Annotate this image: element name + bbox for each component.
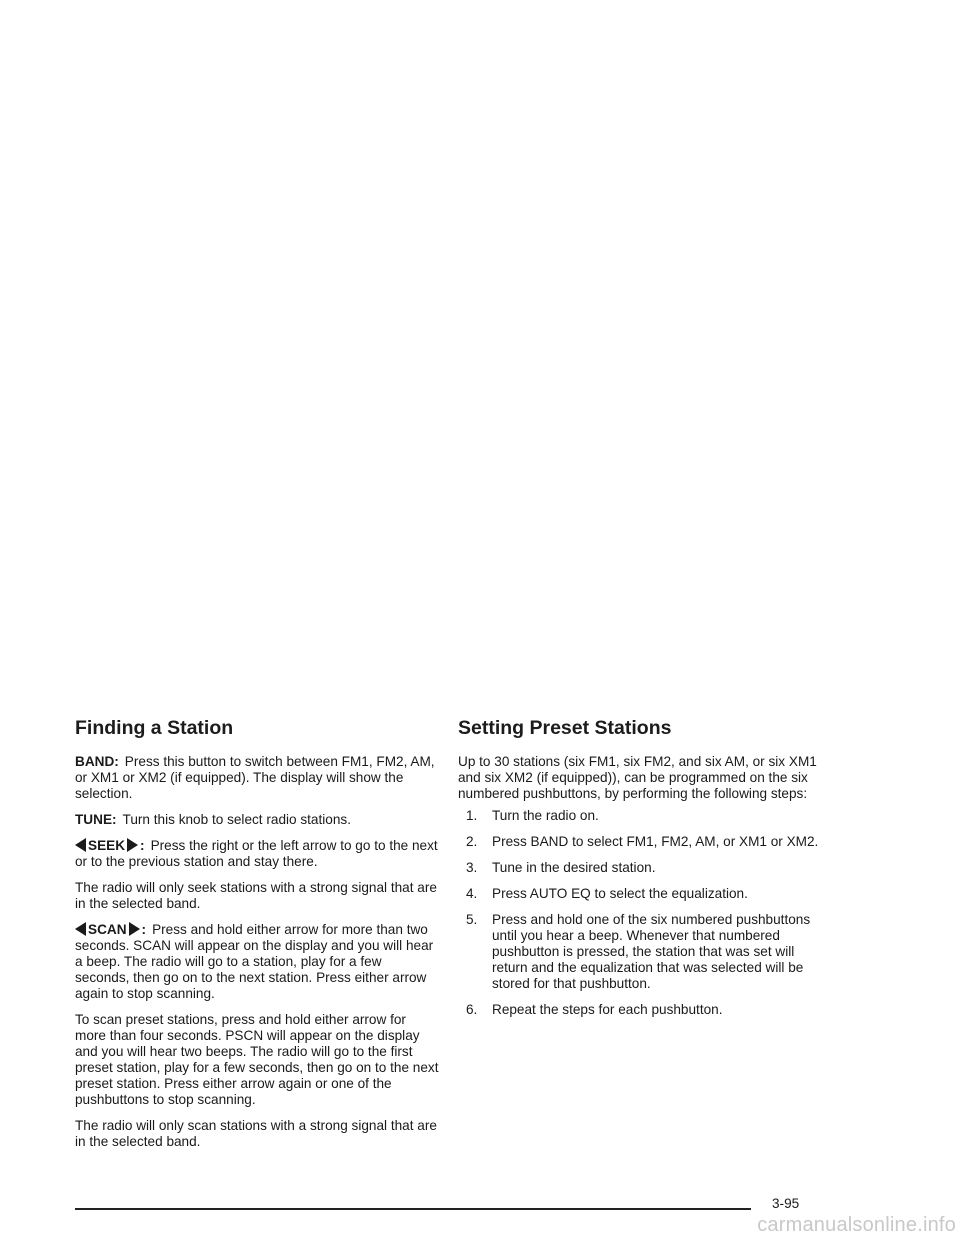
seek-term: SEEK <box>88 838 126 853</box>
scan-term: SCAN <box>88 922 127 937</box>
step-text: Tune in the desired station. <box>492 860 656 875</box>
finding-station-heading: Finding a Station <box>75 717 234 739</box>
left-arrow-icon <box>75 922 86 936</box>
step-text: Turn the radio on. <box>492 808 599 823</box>
step-text: Repeat the steps for each pushbutton. <box>492 1002 723 1017</box>
preset-intro: Up to 30 stations (six FM1, six FM2, and six AM, or six XM1 and six XM2 (if equipped)), can be programmed on the six numbered pushbuttons, by performing the following steps: <box>458 754 817 801</box>
list-item <box>466 860 820 876</box>
step-number: 5. <box>466 912 478 927</box>
left-arrow-icon <box>75 838 86 852</box>
preset-stations-heading: Setting Preset Stations <box>458 717 672 739</box>
tune-text: Turn this knob to select radio stations. <box>122 812 351 827</box>
list-item <box>466 912 820 992</box>
scan-paragraph <box>75 922 439 1002</box>
tune-term: TUNE: <box>75 812 117 827</box>
page-number: 3-95 <box>772 1196 800 1211</box>
scan-note: The radio will only scan stations with a strong signal that are in the selected band. <box>75 1118 437 1149</box>
scan-colon: : <box>141 922 147 937</box>
seek-paragraph <box>75 838 439 870</box>
band-paragraph <box>75 754 439 802</box>
step-number: 4. <box>466 886 478 901</box>
right-arrow-icon <box>127 838 138 852</box>
step-number: 2. <box>466 834 478 849</box>
seek-note: The radio will only seek stations with a strong signal that are in the selected band. <box>75 880 437 911</box>
step-number: 3. <box>466 860 478 875</box>
step-text: Press BAND to select FM1, FM2, AM, or XM1 or XM2. <box>492 834 819 849</box>
step-number: 1. <box>466 808 478 823</box>
seek-colon: : <box>140 838 145 853</box>
step-text: Press AUTO EQ to select the equalization. <box>492 886 748 901</box>
footer-rule <box>75 1208 751 1210</box>
left-column <box>75 716 439 1160</box>
list-item <box>466 886 820 902</box>
scan-preset-paragraph: To scan preset stations, press and hold either arrow for more than four seconds. PSCN will appear on the display and you will hear two beeps. The radio will go to the first preset station, play for a few seconds, then go on to the next preset station. Press either arrow again or one of the pushbuttons to stop scanning. <box>75 1012 439 1107</box>
band-text: Press this button to switch between FM1, FM2, AM, or XM1 or XM2 (if equipped). The display will show the selection. <box>75 754 435 801</box>
seek-text: Press the right or the left arrow to go to the next or to the previous station and stay there. <box>75 838 438 869</box>
list-item <box>466 834 820 850</box>
scan-text: Press and hold either arrow for more than two seconds. SCAN will appear on the display and you will hear a beep. The radio will go to a station, play for a few seconds, then go on to the next station. Press either arrow again to stop scanning. <box>75 922 434 1001</box>
preset-steps-list <box>458 808 820 1018</box>
right-arrow-icon <box>129 922 140 936</box>
right-column <box>458 716 820 1028</box>
step-number: 6. <box>466 1002 478 1017</box>
step-text: Press and hold one of the six numbered pushbuttons until you hear a beep. Whenever that numbered pushbutton is pressed, the station that was set will return and the equalization that was selected will be stored for that pushbutton. <box>492 912 811 991</box>
tune-paragraph <box>75 812 439 828</box>
watermark-text: carmanualsonline.info <box>757 1214 956 1236</box>
list-item <box>466 808 820 824</box>
band-term: BAND: <box>75 754 119 769</box>
list-item <box>466 1002 820 1018</box>
